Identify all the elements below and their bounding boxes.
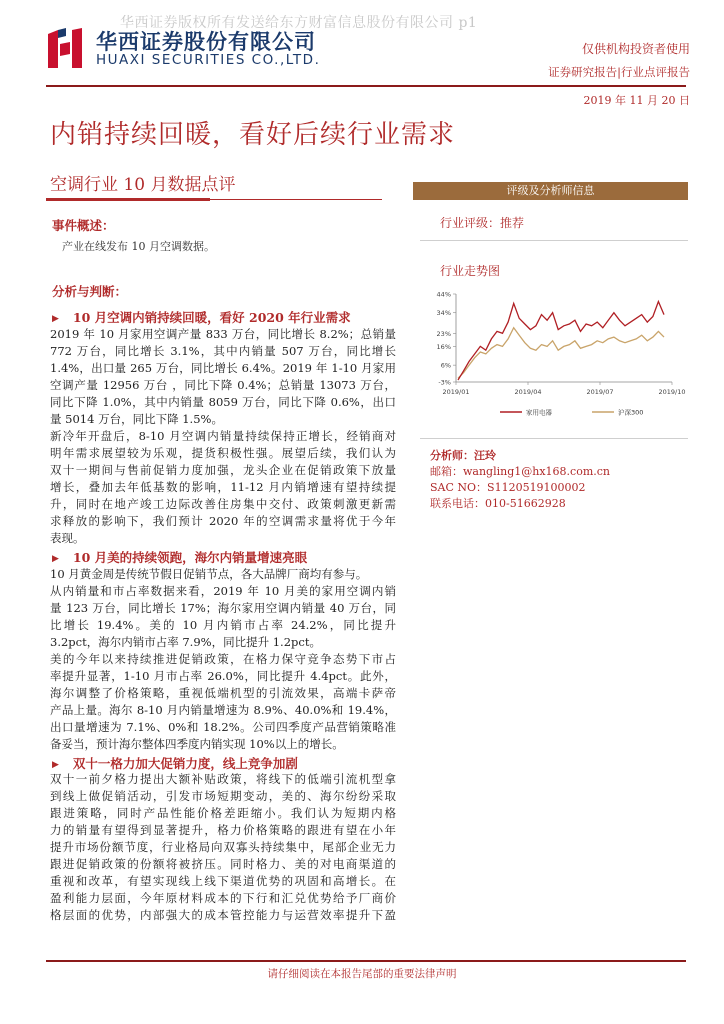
trend-chart-title: 行业走势图 [440,264,501,278]
section-2-bullet [52,548,307,566]
body-line: 空调产量 12956 万台 ，同比下降 0.4%；总销量 13073 万台， [50,378,396,392]
section-2-heading: 10 月美的持续领跑，海尔内销量增速亮眼 [72,550,308,565]
body-line: 1.4%，出口量 265 万台，同比增长 6.4%。2019 年 1-10 月家用 [50,361,396,375]
industry-rating: 行业评级：推荐 [440,216,525,230]
company-name-cn: 华西证券股份有限公司 [96,30,316,54]
section-3-heading: 双十一格力加大促销力度，线上竞争加剧 [72,756,298,771]
body-line: 双十一前夕格力提出大额补贴政策，将线下的低端引流机型拿 [50,772,396,786]
footer-disclaimer[interactable]: 请仔细阅读在本报告尾部的重要法律声明 [267,968,457,980]
body-line: 双十一期间与售前促销力度加强，龙头企业在促销政策下放量 [50,463,396,477]
sidebar-divider [420,438,688,439]
sidebar-header: 评级及分析师信息 [413,182,688,200]
chart-series-line-1 [458,302,664,381]
chart-x-tick-label: 2019/01 [442,388,470,396]
body-line: 格层面的优势，内部强大的成本管控能力与运营效率提升下盈 [50,908,396,922]
section-3-bullet [52,754,298,772]
chart-legend-label: 沪深300 [618,408,644,417]
analyst-name: 分析师：汪玲 [430,449,496,462]
subtitle-underline-thin [210,199,382,200]
report-type: 证券研究报告|行业点评报告 [548,65,690,79]
report-subtitle: 空调行业 10 月数据点评 [50,175,236,195]
body-line: 提升市场份额节度，行业格局向双寡头持续集中，尾部企业无力 [50,840,396,854]
chart-y-tick-label: -3% [438,378,451,387]
body-line: 增长，叠加去年低基数的影响，11-12 月内销增速有望持续提 [50,480,396,494]
event-text: 产业在线发布 10 月空调数据。 [62,240,215,253]
triangle-bullet-icon: ▶ [52,553,59,564]
audience-note: 仅供机构投资者使用 [581,42,690,56]
body-line: 新冷年开盘后，8-10 月空调内销量持续保持正增长，经销商对 [50,429,396,443]
body-line: 重视和改革，有望实现线上线下渠道优势的巩固和高增长。在 [50,874,396,888]
body-line: 比增长 19.4%。美的 10 月内销市占率 24.2%，同比提升 [50,618,396,632]
triangle-bullet-icon: ▶ [52,759,59,770]
body-line: 跟进策略，同时产品性能价格差距缩小。我们认为短期内格 [50,806,396,820]
body-line: 美的今年以来持续推进促销政策，在格力保守竞争态势下市占 [50,652,396,666]
chart-y-tick-label: 6% [440,361,451,370]
body-line: 2019 年 10 月家用空调产量 833 万台，同比增长 8.2%；总销量 [50,327,396,341]
chart-legend-label: 家用电器 [526,408,552,417]
body-line: 求释放的影响下，我们预计 2020 年的空调需求量将优于今年 [50,514,396,528]
company-name-en: HUAXI SECURITIES CO.,LTD. [96,52,321,68]
body-line: 产品上量。海尔 8-10 月内销量增速为 8.9%、40.0%和 19.4%， [50,703,396,717]
chart-y-tick-label: 44% [436,290,451,299]
body-line: 10 月黄金周是传统节假日促销节点，各大品牌厂商均有参与。 [50,567,368,581]
chart-y-tick-label: 16% [436,342,451,351]
triangle-bullet-icon: ▶ [52,313,59,324]
analyst-email[interactable]: 邮箱：wangling1@hx168.com.cn [430,465,610,478]
watermark: 华西证券版权所有发送给东方财富信息股份有限公司 p1 [120,15,478,31]
body-line: 明年需求展望较为乐观，提货积极性强。展望后续，我们认为 [50,446,396,460]
chart-x-tick-label: 2019/04 [514,388,542,396]
body-line: 升，同时在地产竣工边际改善住房集中交付、政策刺激更新需 [50,497,396,511]
body-line: 量 123 万台，同比增长 17%；海尔家用空调内销量 40 万台，同 [50,601,396,615]
section-3-body [50,771,396,924]
body-line: 力的销量有望得到显著提升，格力价格策略的跟进有望在小年 [50,823,396,837]
section-1-heading: 10 月空调内销持续回暖，看好 2020 年行业需求 [72,310,351,325]
chart-y-tick-label: 34% [436,309,451,318]
body-line: 跟进促销政策的份额将被挤压。同时格力、美的对电商渠道的 [50,857,396,871]
analyst-sac: SAC NO：S1120519100002 [430,481,586,494]
header-divider [46,85,686,87]
report-title: 内销持续回暖，看好后续行业需求 [50,120,456,150]
body-line: 到线上做促销活动，引发市场短期变动，美的、海尔纷纷采取 [50,789,396,803]
chart-x-tick-label: 2019/07 [586,388,614,396]
body-line: 772 万台，同比增长 3.1%，其中内销量 507 万台，同比增长 [50,344,396,358]
chart-series-line-2 [458,328,664,379]
chart-y-tick-label: 23% [436,329,451,338]
huaxi-logo-icon [46,28,84,70]
section-2-body [50,566,396,753]
body-line: 出口量增速为 7.1%、0%和 18.2%。公司四季度产品营销策略准 [50,720,396,734]
sidebar-divider [420,240,688,241]
body-line: 量 5014 万台，同比下降 1.5%。 [50,412,223,426]
trend-chart [420,282,688,422]
body-line: 从内销量和市占率数据来看，2019 年 10 月美的家用空调内销 [50,584,396,598]
section-1-body [50,326,396,547]
report-date: 2019 年 11 月 20 日 [583,94,690,107]
analysis-heading: 分析与判断： [52,284,128,299]
chart-x-tick-label: 2019/10 [658,388,686,396]
subtitle-underline-thick [46,198,210,201]
footer-divider [46,960,686,962]
analyst-info [430,448,610,512]
body-line: 海尔调整了价格策略，重视低端机型的引流效果，高端卡萨帝 [50,686,396,700]
body-line: 备妥当，预计海尔整体四季度内销实现 10%以上的增长。 [50,737,344,751]
analyst-phone: 联系电话：010-51662928 [430,497,566,510]
body-line: 3.2pct，海尔内销市占率 7.9%，同比提升 1.2pct。 [50,635,321,649]
body-line: 同比下降 1.0%，其中内销量 8059 万台，同比下降 0.6%，出口 [50,395,396,409]
body-line: 率提升显著，1-10 月市占率 26.0%，同比提升 4.4pct。此外， [50,669,396,683]
body-line: 盈利能力层面，今年原材料成本的下行和汇兑优势给予厂商价 [50,891,396,905]
event-heading: 事件概述： [52,218,115,233]
section-1-bullet [52,308,351,326]
body-line: 表现。 [50,531,85,545]
